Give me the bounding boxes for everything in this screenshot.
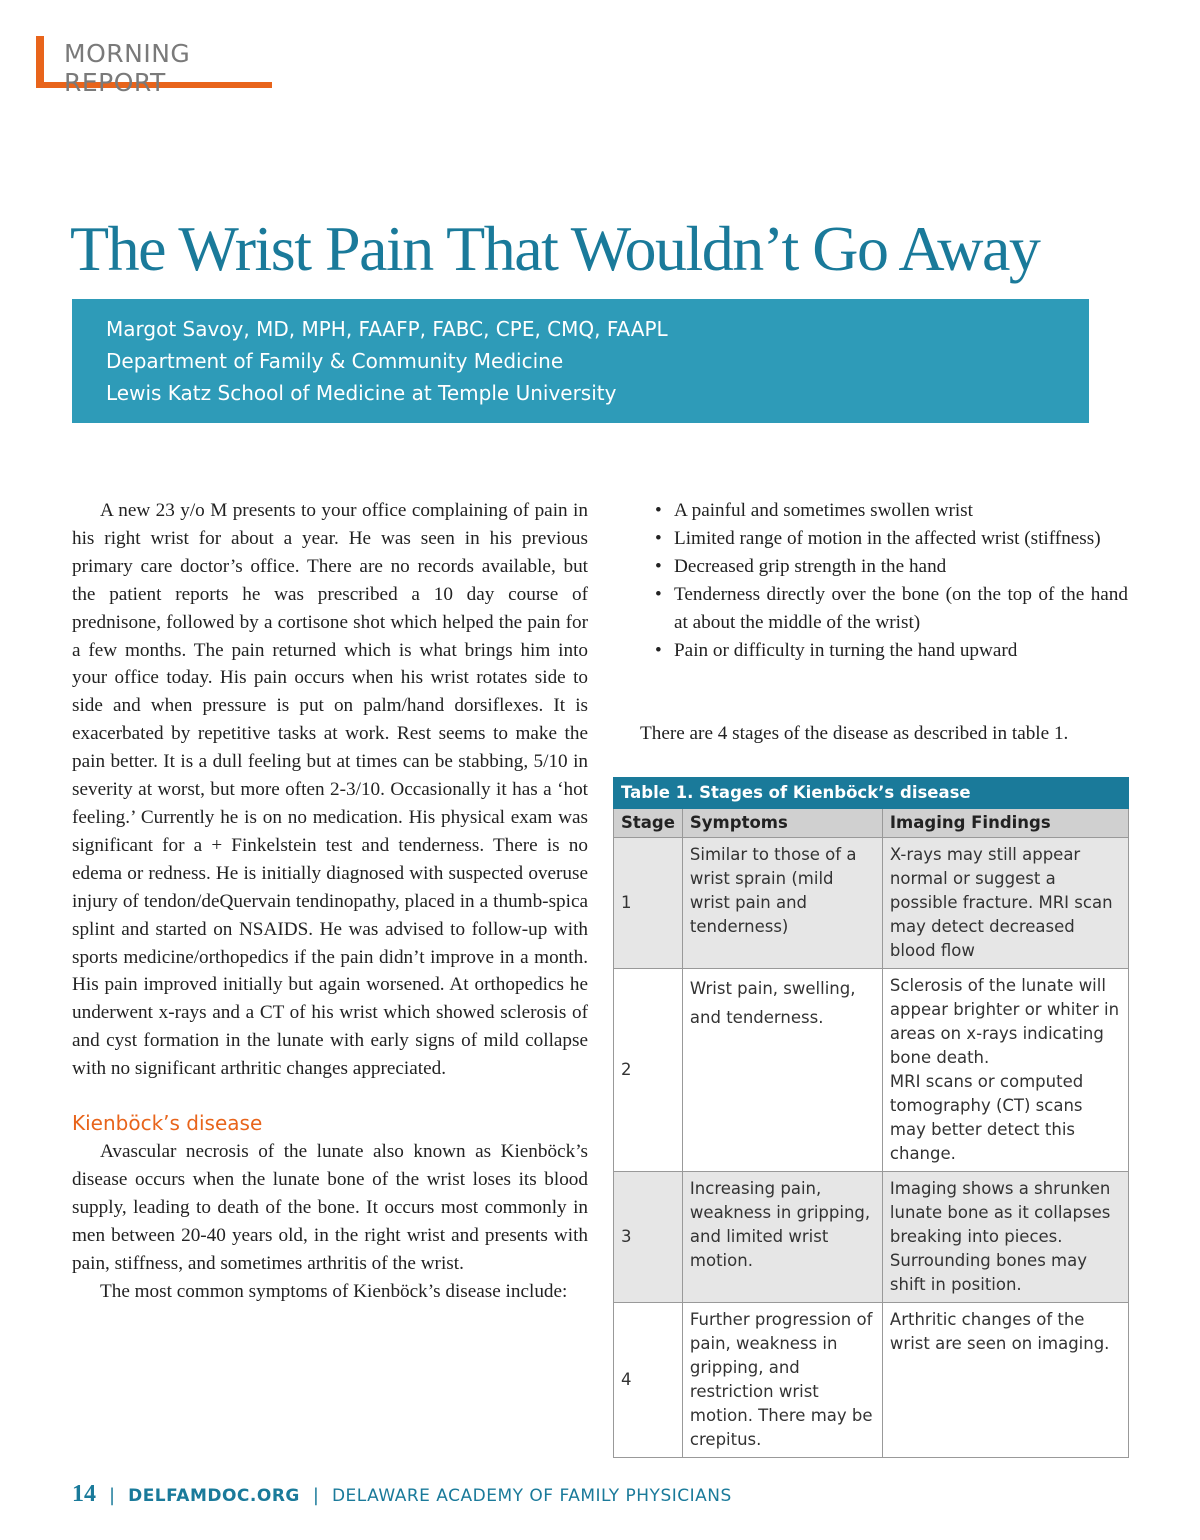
bullet-icon: • [655, 555, 662, 577]
stages-table [613, 777, 1129, 1458]
imaging-cell: Imaging shows a shrunken lunate bone as it collapses breaking into pieces. Surrounding bones may shift in position. [882, 1172, 1128, 1303]
symptoms-cell: Similar to those of a wrist sprain (mild wrist pain and tenderness) [682, 838, 882, 969]
list-item-text: Pain or difficulty in turning the hand upward [674, 639, 1018, 661]
page-number: 14 [72, 1481, 96, 1507]
list-item-text: Tenderness directly over the bone (on the top of the hand at about the middle of the wrist) [674, 583, 1128, 633]
disease-paragraph: Avascular necrosis of the lunate also known as Kienböck’s disease occurs when the lunate bone of the wrist loses its blood supply, leading to death of the bone. It occurs most commonly in men between 20-40 years old, in the right wrist and presents with pain, stiffness, and sometimes arthritis of the wrist. [72, 1141, 588, 1274]
column-header: Imaging Findings [882, 809, 1128, 838]
page-footer [72, 1481, 732, 1508]
imaging-line: Sclerosis of the lunate will appear brighter or whiter in areas on x-rays indicating bone death. [889, 976, 1120, 1067]
table-row [614, 969, 1129, 1172]
list-item [640, 637, 1128, 665]
table-caption: Table 1. Stages of Kienböck’s disease [614, 778, 1129, 809]
symptoms-intro: The most common symptoms of Kienböck’s disease include: [100, 1280, 568, 1302]
imaging-cell [882, 969, 1128, 1172]
section-label: MORNING REPORT [64, 39, 191, 97]
symptoms-cell: Wrist pain, swelling, and tenderness. [682, 969, 882, 1172]
table-caption-row [614, 778, 1129, 809]
column-header: Symptoms [682, 809, 882, 838]
symptoms-list [640, 497, 1128, 664]
section-tab [36, 36, 272, 97]
imaging-cell: X-rays may still appear normal or suggest a possible fracture. MRI scan may detect decreased blood flow [882, 838, 1128, 969]
bullet-icon: • [655, 527, 662, 549]
list-item [640, 497, 1128, 525]
bullet-icon: • [655, 500, 662, 521]
author-department: Department of Family & Community Medicine [106, 349, 564, 373]
column-header: Stage [614, 809, 683, 838]
imaging-line: MRI scans or computed tomography (CT) scans may better detect this change. [889, 1072, 1084, 1163]
footer-organization: DELAWARE ACADEMY OF FAMILY PHYSICIANS [331, 1486, 732, 1506]
bullet-icon: • [655, 583, 662, 605]
list-item-text: A painful and sometimes swollen wrist [674, 500, 973, 521]
stages-intro: There are 4 stages of the disease as described in table 1. [640, 723, 1069, 744]
stage-cell: 2 [614, 969, 683, 1172]
list-item [640, 553, 1128, 581]
section-tab-bar [36, 36, 44, 88]
imaging-cell: Arthritic changes of the wrist are seen on imaging. [882, 1303, 1128, 1458]
symptoms-cell: Increasing pain, weakness in gripping, and limited wrist motion. [682, 1172, 882, 1303]
list-item [640, 525, 1128, 553]
list-item [640, 581, 1128, 637]
table-row [614, 1172, 1129, 1303]
author-school: Lewis Katz School of Medicine at Temple University [106, 381, 617, 405]
list-item-text: Limited range of motion in the affected wrist (stiffness) [674, 527, 1101, 549]
footer-separator: | [312, 1485, 319, 1506]
table-row [614, 838, 1129, 969]
section-heading: Kienböck’s disease [72, 1111, 263, 1136]
stage-cell: 1 [614, 838, 683, 969]
left-column [72, 497, 588, 1305]
author-box [72, 299, 1089, 423]
article-title: The Wrist Pain That Wouldn’t Go Away [70, 213, 1040, 284]
stage-cell: 4 [614, 1303, 683, 1458]
symptoms-cell: Further progression of pain, weakness in gripping, and restriction wrist motion. There may be crepitus. [682, 1303, 882, 1458]
footer-site-link[interactable]: DELFAMDOC.ORG [128, 1486, 300, 1506]
author-name: Margot Savoy, MD, MPH, FAAFP, FABC, CPE, CMQ, FAAPL [106, 317, 668, 341]
footer-separator: | [109, 1485, 116, 1506]
case-paragraph: A new 23 y/o M presents to your office complaining of pain in his right wrist for about a year. He was seen in his previous primary care doctor’s office. There are no records available, but the patient reports he was prescribed a 10 day course of prednisone, followed by a cortisone shot which helped the pain for a few months. The pain returned which is what brings him into your office today. His pain occurs when his wrist rotates side to side and when pressure is put on palm/hand dorsiflexes. It is exacerbated by repetitive tasks at work. Rest seems to make the pain better. It is a dull feeling but at times can be stabbing, 5/10 in severity at worst, but more often 2-3/10. Occasionally it has a ‘hot feeling.’ Currently he is on no medication. His physical exam was significant for a + Finkelstein test and tenderness. There is no edema or redness. He is initially diagnosed with suspected overuse injury of tendon/deQuervain tendinopathy, placed in a thumb-spica splint and started on NSAIDS. He was advised to follow-up with sports medicine/orthopedics if the pain didn’t improve in a month. His pain improved initially but again worsened. At orthopedics he underwent x-rays and a CT of his wrist which showed sclerosis of and cyst formation in the lunate with early signs of mild collapse with no significant arthritic changes appreciated. [72, 500, 588, 1080]
list-item-text: Decreased grip strength in the hand [674, 555, 947, 577]
bullet-icon: • [655, 639, 662, 661]
stage-cell: 3 [614, 1172, 683, 1303]
table-header-row [614, 809, 1129, 838]
table-row [614, 1303, 1129, 1458]
